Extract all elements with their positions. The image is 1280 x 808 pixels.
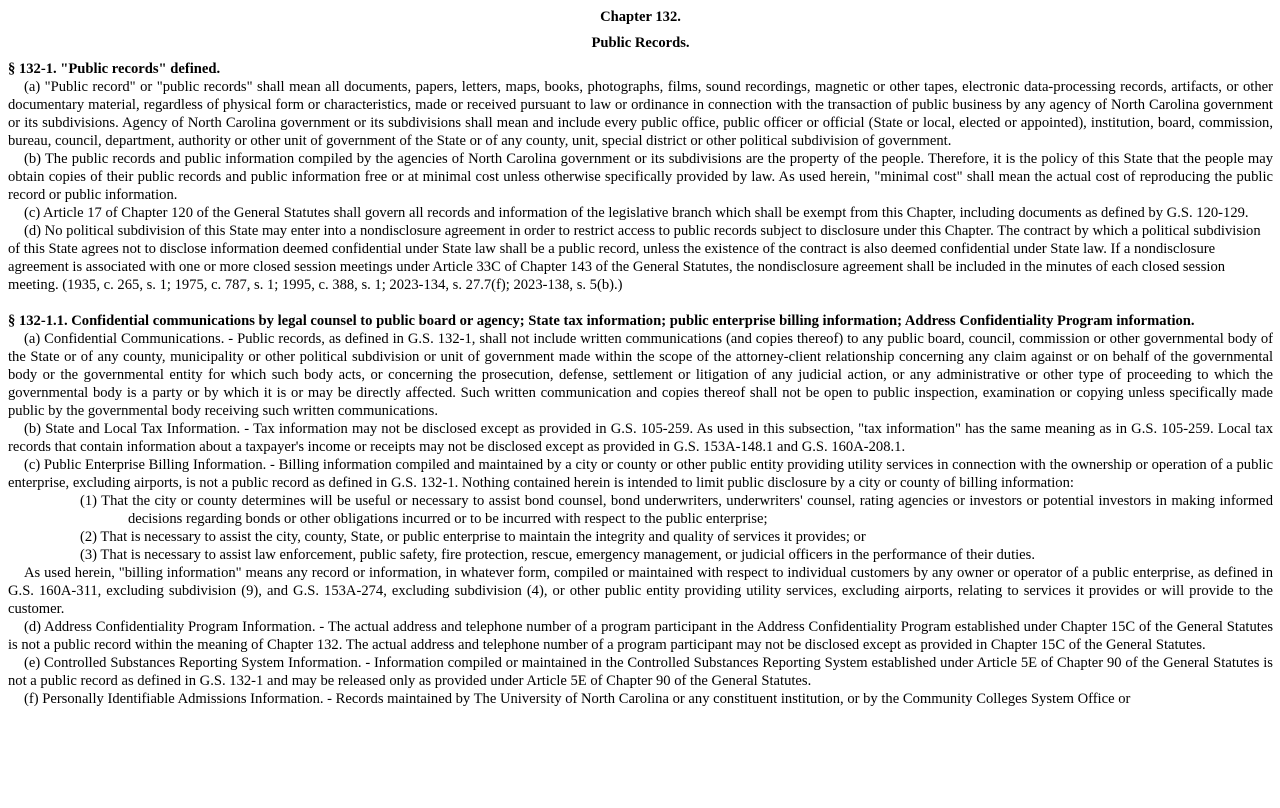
paragraph-132-1-1-a: (a) Confidential Communications. - Public records, as defined in G.S. 132-1, shall not include written communications (and copies thereof) to any public board, council, commission or other governmental body of the State or of any county, municipality or other political subdivision or unit of government made within the scope of the attorney-client relationship concerning any claim against or on behalf of the governmental body or the governmental entity for which such body acts, or concerning the prosecution, defense, settlement or litigation of any judicial action, or any administrative or other type of proceeding to which the governmental body is a party or by which it is or may be directly affected. Such written communication and copies thereof shall not be open to public inspection, examination or copying unless specifically made public by the governmental body receiving such written communications. xyxy=(8,331,1273,419)
paragraph-132-1-1-b: (b) State and Local Tax Information. - Tax information may not be disclosed except as provided in G.S. 105-259. As used in this subsection, "tax information" has the same meaning as in G.S. 105-259. Local tax records that contain information about a taxpayer's income or receipts may not be disclosed except as provided in G.S. 153A-148.1 and G.S. 160A-208.1. xyxy=(8,421,1273,455)
paragraph-132-1-b: (b) The public records and public information compiled by the agencies of North Carolina government or its subdivisions are the property of the people. Therefore, it is the policy of this State that the people may obtain copies of their public records and public information free or at minimal cost unless otherwise specifically provided by law. As used herein, "minimal cost" shall mean the actual cost of reproducing the public record or public information. xyxy=(8,151,1273,203)
list-item-1: (1) That the city or county determines will be useful or necessary to assist bond counsel, bond underwriters, underwriters' counsel, rating agencies or investors or potential investors in making informed decisions regarding bonds or other obligations incurred or to be incurred with respect to the public enterprise; xyxy=(80,493,1273,527)
section-heading-132-1: § 132-1. "Public records" defined. xyxy=(8,61,221,77)
list-item-3: (3) That is necessary to assist law enforcement, public safety, fire protection, rescue, emergency management, or judicial officers in the performance of their duties. xyxy=(80,547,1035,563)
chapter-title: Chapter 132. xyxy=(600,9,681,25)
paragraph-132-1-c: (c) Article 17 of Chapter 120 of the General Statutes shall govern all records and information of the legislative branch which shall be exempt from this Chapter, including documents as defined by G.S. 120-129. xyxy=(24,205,1249,221)
paragraph-132-1-1-c: (c) Public Enterprise Billing Information. - Billing information compiled and maintained by a city or county or other public entity providing utility services in connection with the ownership or operation of a public enterprise, excluding airports, is not a public record as defined in G.S. 132-1. Nothing contained herein is intended to limit public disclosure by a city or county of billing information: xyxy=(8,457,1273,491)
paragraph-billing-definition: As used herein, "billing information" means any record or information, in whatever form, compiled or maintained with respect to individual customers by any owner or operator of a public enterprise, as defined in G.S. 160A-311, excluding subdivision (9), and G.S. 153A-274, excluding subdivision (4), or other public entity providing utility services, excluding airports, relating to services it provides or will provide to the customer. xyxy=(8,565,1273,617)
paragraph-132-1-d: (d) No political subdivision of this State may enter into a nondisclosure agreement in order to restrict access to public records subject to disclosure under this Chapter. The contract by which a political subdivision of this State agrees not to disclose information deemed confidential under State law shall be a public record, unless the existence of the contract is also deemed confidential under State law. If a nondisclosure agreement is associated with one or more closed session meetings under Article 33C of Chapter 143 of the General Statutes, the nondisclosure agreement shall be included in the minutes of each closed session meeting. (1935, c. 265, s. 1; 1975, c. 787, s. 1; 1995, c. 388, s. 1; 2023-134, s. 27.7(f); 2023-138, s. 5(b).) xyxy=(8,223,1261,293)
paragraph-132-1-1-e: (e) Controlled Substances Reporting System Information. - Information compiled or maintained in the Controlled Substances Reporting System established under Article 5E of Chapter 90 of the General Statutes is not a public record as defined in G.S. 132-1 and may be released only as provided under Article 5E of Chapter 90 of the General Statutes. xyxy=(8,655,1273,689)
section-heading-132-1-1: § 132-1.1. Confidential communications by legal counsel to public board or agency; State tax information; public enterprise billing information; Address Confidentiality Program information. xyxy=(8,313,1195,329)
paragraph-132-1-a: (a) "Public record" or "public records" shall mean all documents, papers, letters, maps, books, photographs, films, sound recordings, magnetic or other tapes, electronic data-processing records, artifacts, or other documentary material, regardless of physical form or characteristics, made or received pursuant to law or ordinance in connection with the transaction of public business by any agency of North Carolina government or its subdivisions. Agency of North Carolina government or its subdivisions shall mean and include every public office, public officer or official (State or local, elected or appointed), institution, board, commission, bureau, council, department, authority or other unit of government of the State or of any county, unit, special district or other political subdivision of government. xyxy=(8,79,1273,149)
chapter-subtitle: Public Records. xyxy=(591,35,690,51)
paragraph-132-1-1-d: (d) Address Confidentiality Program Information. - The actual address and telephone number of a program participant in the Address Confidentiality Program established under Chapter 15C of the General Statutes is not a public record within the meaning of Chapter 132. The actual address and telephone number of a program participant may not be disclosed except as provided in Chapter 15C of the General Statutes. xyxy=(8,619,1273,653)
list-item-2: (2) That is necessary to assist the city, county, State, or public enterprise to maintain the integrity and quality of services it provides; or xyxy=(80,529,866,545)
statute-document xyxy=(0,8,1280,708)
paragraph-132-1-1-f: (f) Personally Identifiable Admissions Information. - Records maintained by The University of North Carolina or any constituent institution, or by the Community Colleges System Office or xyxy=(24,691,1131,707)
